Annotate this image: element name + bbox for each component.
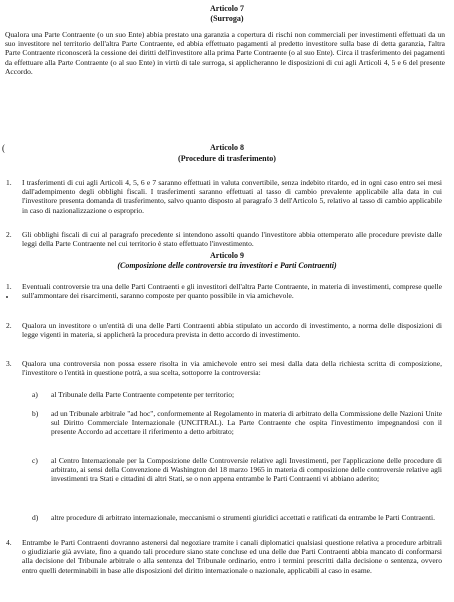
paragraph-text: I trasferimenti di cui agli Articoli 4, 5, 6 e 7 saranno effettuati in valuta convertibile, senza indebito ritardo, ed in ogni caso entro sei mesi dall'adempimento degli obblighi fiscali. I trasferimenti saranno effettuati al tasso di cambio prevalente applicabile alla data in cui l'investitore presenta domanda di trasferimento, salvo quanto disposto al paragrafo 3 dell'Articolo 5, relativo al tasso di cambio applicabile in caso di nazionalizzazione o esproprio. — [22, 178, 442, 215]
paragraph-number: 2. — [6, 230, 12, 239]
list-item — [32, 513, 442, 522]
paragraph-text: Entrambe le Parti Contraenti dovranno astenersi dal negoziare tramite i canali diplomatici qualsiasi questione relativa a procedure arbitrali o giudiziarie già avviate, fino a quando tali procedure siano state concluse ed una delle due Parti Contraenti abbia mancato di conformarsi alla decisione del Tribunale arbitrale o alla sentenza del Tribunale ordinario, entro i termini prescritti dalla decisione o sentenza, ovvero entro quelli determinabili in base alle disposizioni del diritto internazionale o nazionale, applicabili al caso in esame. — [22, 538, 442, 575]
paragraph-text: Gli obblighi fiscali di cui al paragrafo precedente si intendono assolti quando l'investitore abbia ottemperato alle procedure previste dalle leggi della Parte Contraente nel cui territorio è stato effettuato l'investimento. — [22, 230, 442, 249]
paragraph-text: Qualora un investitore o un'entità di una delle Parti Contraenti abbia stipulato un accordo di investimento, a norma delle disposizioni di legge vigenti in materia, si applicherà la procedura prevista in detto accordo di investimento. — [22, 321, 442, 340]
paragraph-number: 1. — [6, 178, 12, 187]
list-item — [32, 456, 442, 484]
scan-speck — [6, 296, 8, 298]
paragraph-text: Qualora una controversia non possa essere risolta in via amichevole entro sei mesi dalla data della richiesta scritta di composizione, l'investitore o l'entità in questione potrà, a sua scelta, sottoporre la controversia: — [22, 359, 442, 378]
paragraph-number: 1. — [6, 282, 12, 291]
article-9-paragraph-2 — [6, 321, 442, 340]
article-7-title: Articolo 7 — [210, 4, 244, 13]
list-item-text: al Centro Internazionale per la Composizione delle Controversie relative agli Investimenti, per l'applicazione delle procedure di arbitrato, ai sensi della Convenzione di Washington del 18 marzo 1965 in materia di composizione delle controversie relative agli investimenti tra Stati e cittadini di altri Stati, se o non appena entrambe le Parti Contraenti vi abbiano aderito; — [51, 456, 442, 484]
paragraph-text: Eventuali controversie tra una delle Parti Contraenti e gli investitori dell'altra Parte Contraente, in materia di investimenti, comprese quelle sull'ammontare dei risarcimenti, saranno composte per quanto possibile in via amichevole. — [22, 282, 442, 301]
list-item — [32, 409, 442, 437]
article-9-paragraph-3 — [6, 359, 442, 378]
list-item-text: al Tribunale della Parte Contraente competente per territorio; — [51, 390, 235, 399]
list-item-text: altre procedure di arbitrato internazionale, meccanismi o strumenti giuridici accettati e ratificati da entrambe le Parti Contraenti. — [51, 513, 436, 522]
paragraph-number: 2. — [6, 321, 12, 330]
margin-bracket-mark: ( — [2, 143, 5, 153]
article-8-subtitle: (Procedure di trasferimento) — [178, 154, 276, 163]
list-item-label: a) — [32, 390, 38, 399]
article-8-title: Articolo 8 — [210, 143, 244, 152]
article-7-subtitle: (Surroga) — [210, 14, 244, 23]
article-8-paragraph-1 — [6, 178, 442, 215]
list-item-label: d) — [32, 513, 39, 522]
article-9-paragraph-4 — [6, 538, 442, 575]
article-7-paragraph: Qualora una Parte Contraente (o un suo Ente) abbia prestato una garanzia a copertura di rischi non commerciali per investimenti effettuati da un suo investitore nel territorio dell'altra Parte Contraente, ed abbia effettuato pagamenti al predetto investitore sulla base di detta garanzia, l'altra Parte Contraente riconoscerà la cessione dei diritti dell'investitore alla prima Parte Contraente (o al suo Ente). Circa il trasferimento dei pagamenti da effettuare alla Parte Contraente (o al suo Ente) in virtù di tale surroga, si applicheranno le disposizioni di cui agli Articoli 4, 5 e 6 del presente Accordo. — [5, 30, 445, 76]
list-item-label: b) — [32, 409, 39, 418]
paragraph-number: 3. — [6, 359, 12, 368]
paragraph-number: 4. — [6, 538, 12, 547]
article-9-subtitle: (Composizione delle controversie tra investitori e Parti Contraenti) — [117, 261, 337, 270]
article-8-paragraph-2 — [6, 230, 442, 249]
list-item-text: ad un Tribunale arbitrale "ad hoc", conformemente al Regolamento in materia di arbitrato della Commissione delle Nazioni Unite sul Diritto Commerciale Internazionale (UNCITRAL). La Parte Contraente che ospita l'investimento impegnandosi con il presente Accordo ad accettare il riferimento a detto arbitrato; — [51, 409, 442, 437]
article-9-paragraph-1 — [6, 282, 442, 301]
list-item — [32, 390, 442, 399]
article-9-title: Articolo 9 — [210, 251, 244, 260]
list-item-label: c) — [32, 456, 38, 465]
